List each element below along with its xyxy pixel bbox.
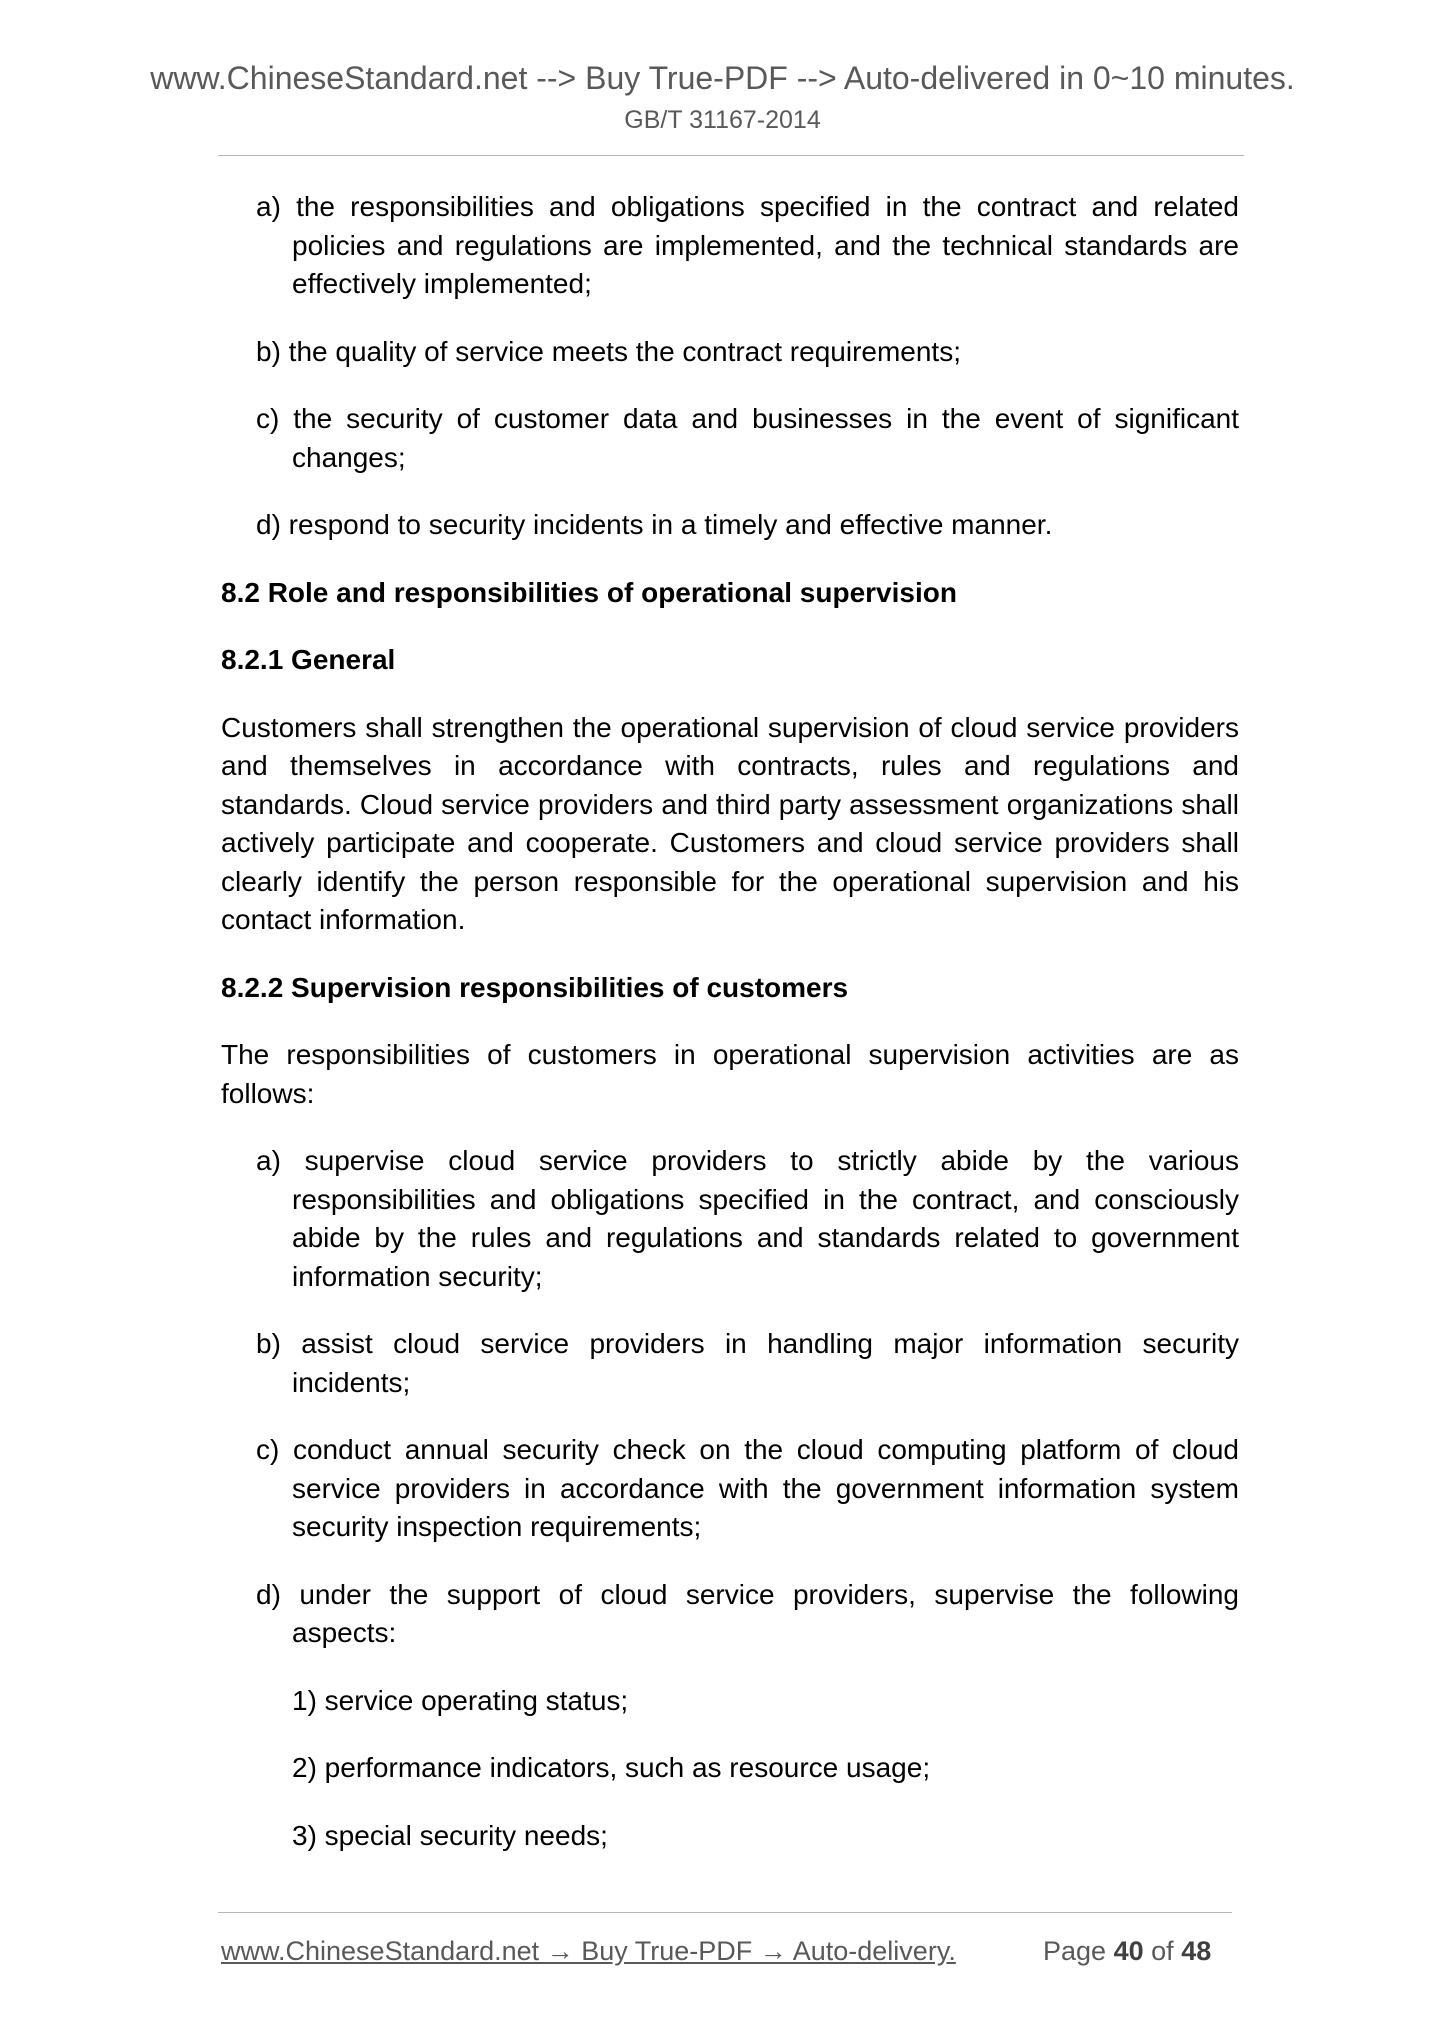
section-heading-8-2-1: 8.2.1 General — [221, 644, 396, 675]
list-item: d) under the support of cloud service providers, supervise the following aspects: — [256, 1578, 1239, 1648]
sublist-item: 2) performance indicators, such as resource usage; — [292, 1752, 931, 1783]
section-heading-8-2-2: 8.2.2 Supervision responsibilities of customers — [221, 971, 849, 1003]
list-item: b) the quality of service meets the contract requirements; — [256, 335, 961, 367]
header-site-banner: www.ChineseStandard.net --> Buy True-PDF --> Auto-delivered in 0~10 minutes. — [150, 60, 1295, 96]
list-item: a) supervise cloud service providers to strictly abide by the various responsibilities and obligations specified in the contract, and consciously abide by the rules and regulations and standards related to government information security; — [256, 1145, 1239, 1292]
page-number — [1043, 1932, 1211, 1970]
page-of-label: of — [1151, 1936, 1174, 1966]
list-item: c) conduct annual security check on the cloud computing platform of cloud service providers in accordance with the government information system security inspection requirements; — [256, 1434, 1239, 1542]
page-label: Page — [1043, 1936, 1107, 1966]
page-total: 48 — [1181, 1936, 1212, 1966]
footer-link[interactable]: www.ChineseStandard.net → Buy True-PDF → Auto-delivery. — [221, 1936, 956, 1966]
section-heading-8-2: 8.2 Role and responsibilities of operational supervision — [221, 576, 957, 608]
list-item: c) the security of customer data and businesses in the event of significant changes; — [256, 403, 1239, 473]
list-item: a) the responsibilities and obligations specified in the contract and related policies and regulations are implemented, and the technical standards are effectively implemented; — [256, 191, 1239, 299]
header-standard-number: GB/T 31167-2014 — [624, 106, 821, 134]
page-current: 40 — [1113, 1936, 1144, 1966]
list-item: b) assist cloud service providers in handling major information security incidents; — [256, 1328, 1239, 1398]
sublist-item: 3) special security needs; — [292, 1819, 608, 1851]
list-item: d) respond to security incidents in a timely and effective manner. — [256, 509, 1053, 540]
sublist-item: 1) service operating status; — [292, 1684, 629, 1716]
paragraph-customer-intro: The responsibilities of customers in operational supervision activities are as follows: — [221, 1039, 1239, 1109]
footer-divider — [218, 1912, 1232, 1913]
paragraph-general: Customers shall strengthen the operational supervision of cloud service providers and themselves in accordance with contracts, rules and regulations and standards. Cloud service providers and third party assessment organizations shall actively participate and cooperate. Customers and cloud service providers shall clearly identify the person responsible for the operational supervision and his contact information. — [221, 711, 1239, 935]
header-divider — [218, 155, 1244, 156]
document-body — [221, 188, 1239, 1884]
